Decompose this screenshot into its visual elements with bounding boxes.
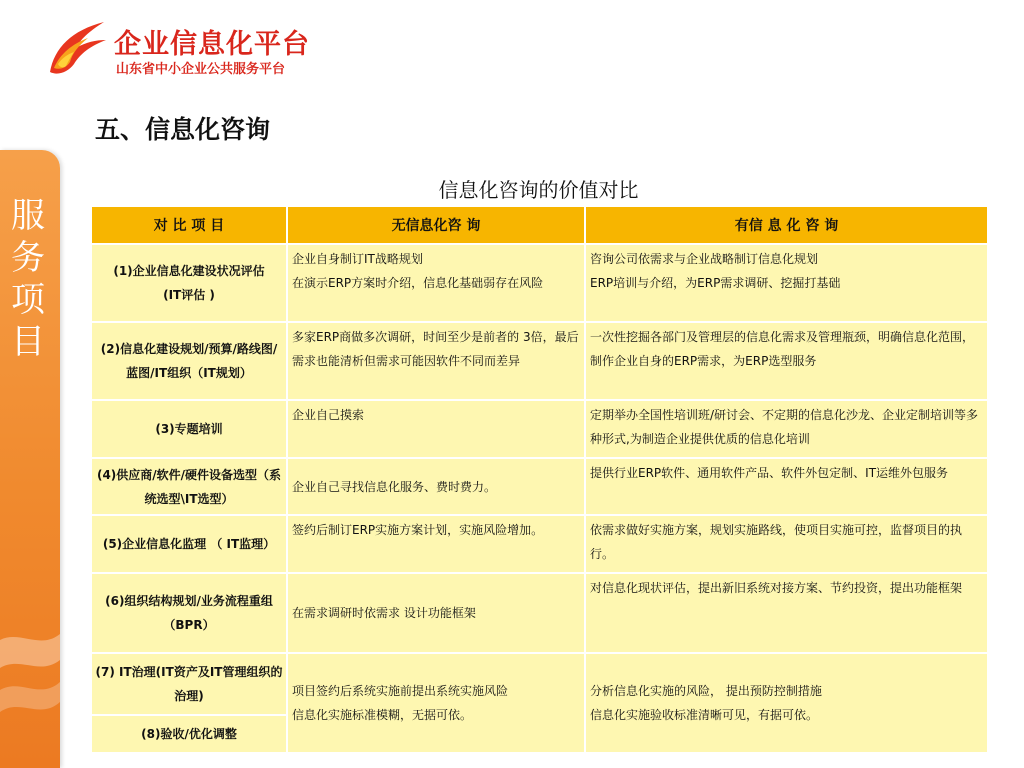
row-without-line: 企业自身制订IT战略规划 xyxy=(292,252,423,266)
row-with-line: ERP培训与介绍，为ERP需求调研、挖掘打基础 xyxy=(590,276,841,290)
row-without-line: 项目签约后系统实施前提出系统实施风险 xyxy=(292,684,509,698)
comparison-table xyxy=(90,205,989,754)
table-row xyxy=(91,244,988,322)
table-row xyxy=(91,400,988,458)
row-without-line: 信息化实施标准模糊，无据可依。 xyxy=(292,708,473,722)
row-without: 企业自己寻找信息化服务、费时费力。 xyxy=(287,458,585,515)
logo-subtitle: 山东省中小企业公共服务平台 xyxy=(116,62,286,77)
row-without xyxy=(287,653,585,753)
row-item: (2)信息化建设规划/预算/路线图/蓝图/IT组织（IT规划） xyxy=(91,322,287,400)
flame-wing-logo-icon xyxy=(44,18,110,80)
table-header-row xyxy=(91,206,988,244)
row-item-line: (7) IT治理(IT资产及IT管理组织的治理) xyxy=(92,660,286,716)
table-row xyxy=(91,653,988,753)
row-item xyxy=(91,244,287,322)
row-item: (3)专题培训 xyxy=(91,400,287,458)
row-without xyxy=(287,244,585,322)
row-item-line: (IT评估 ) xyxy=(163,288,215,302)
row-with-line: 信息化实施验收标准清晰可见，有据可依。 xyxy=(590,708,819,722)
row-item xyxy=(91,653,287,753)
platform-logo xyxy=(44,18,344,80)
row-without: 多家ERP商做多次调研，时间至少是前者的 3倍，最后需求也能清析但需求可能因软件不同而差异 xyxy=(287,322,585,400)
table-row xyxy=(91,515,988,573)
row-with xyxy=(585,653,988,753)
row-with-line: 分析信息化实施的风险， 提出预防控制措施 xyxy=(590,684,822,698)
row-with: 依需求做好实施方案，规划实施路线，使项目实施可控，监督项目的执行。 xyxy=(585,515,988,573)
row-without-line: 在演示ERP方案时介绍，信息化基础弱存在风险 xyxy=(292,276,544,290)
table-row xyxy=(91,573,988,653)
row-with: 定期举办全国性培训班/研讨会、不定期的信息化沙龙、企业定制培训等多种形式,为制造企业提供优质的信息化培训 xyxy=(585,400,988,458)
row-with: 对信息化现状评估，提出新旧系统对接方案、节约投资，提出功能框架 xyxy=(585,573,988,653)
decorative-wave xyxy=(0,620,60,768)
row-item: (5)企业信息化监理 （ IT监理） xyxy=(91,515,287,573)
row-item: (4)供应商/软件/硬件设备选型（系统选型\IT选型） xyxy=(91,458,287,515)
side-label: 服务项目 xyxy=(11,196,45,362)
table-caption: 信息化咨询的价值对比 xyxy=(438,178,639,202)
row-with-line: 咨询公司依需求与企业战略制订信息化规划 xyxy=(590,252,819,266)
logo-title: 企业信息化平台 xyxy=(114,29,310,60)
row-item-line: (1)企业信息化建设状况评估 xyxy=(113,264,265,278)
table-row xyxy=(91,322,988,400)
page-title: 五、信息化咨询 xyxy=(95,115,271,144)
header-item: 对 比 项 目 xyxy=(91,206,287,244)
row-item-line: (8)验收/优化调整 xyxy=(141,727,237,741)
header-with-consulting: 有信 息 化 咨 询 xyxy=(585,206,988,244)
table-row xyxy=(91,458,988,515)
row-item: (6)组织结构规划/业务流程重组（BPR） xyxy=(91,573,287,653)
row-without: 签约后制订ERP实施方案计划，实施风险增加。 xyxy=(287,515,585,573)
row-with: 一次性挖掘各部门及管理层的信息化需求及管理瓶颈，明确信息化范围，制作企业自身的ERP需求，为ERP选型服务 xyxy=(585,322,988,400)
row-without: 在需求调研时依需求 设计功能框架 xyxy=(287,573,585,653)
header-without-consulting: 无信息化咨 询 xyxy=(287,206,585,244)
row-without: 企业自己摸索 xyxy=(287,400,585,458)
row-with: 提供行业ERP软件、通用软件产品、软件外包定制、IT运维外包服务 xyxy=(585,458,988,515)
row-with xyxy=(585,244,988,322)
